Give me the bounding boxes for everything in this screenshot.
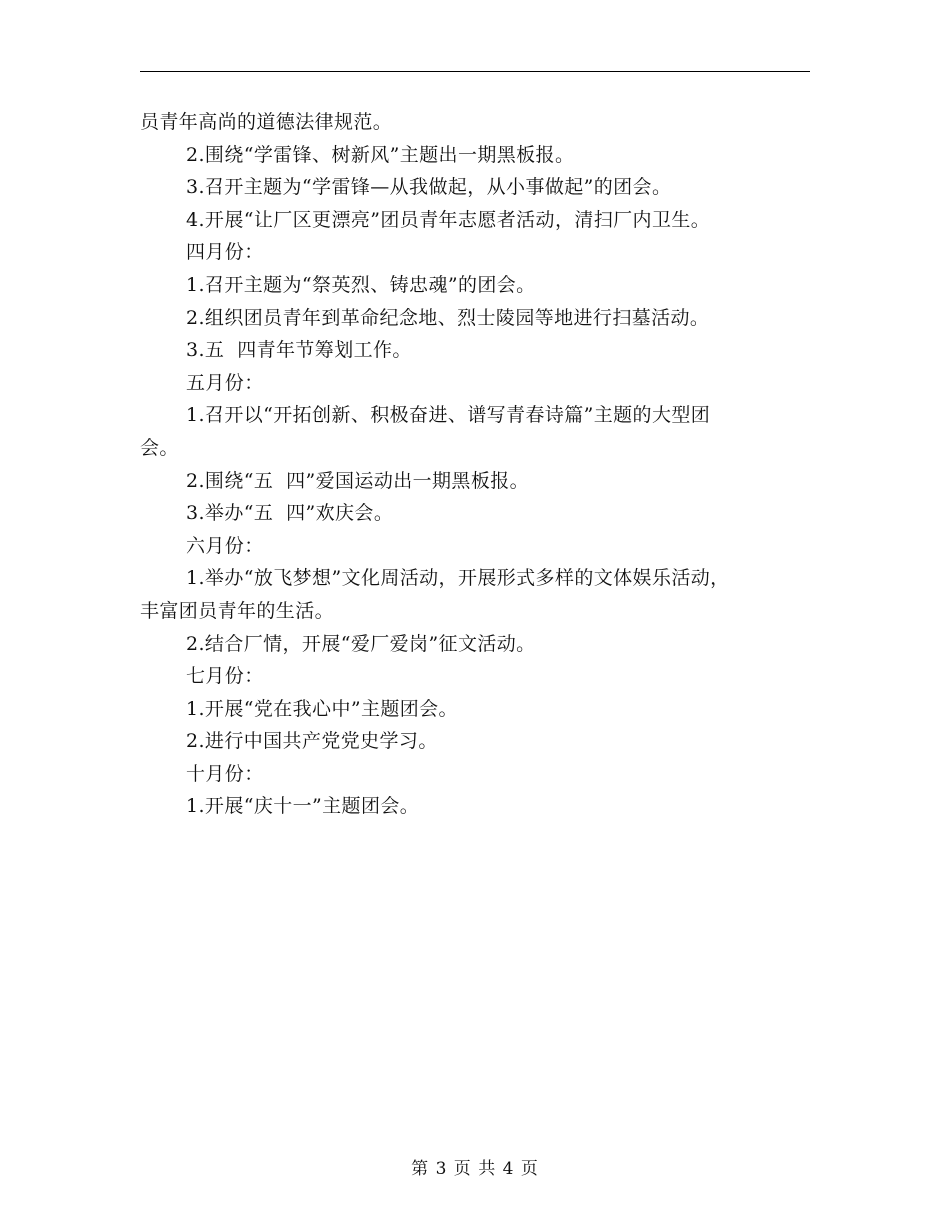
section-heading-july: 七月份：: [186, 665, 264, 688]
paragraph-line: 4.开展“让厂区更漂亮”团员青年志愿者活动，清扫厂内卫生。: [186, 208, 711, 231]
section-heading-june: 六月份：: [186, 534, 264, 557]
paragraph-line: 1.召开以“开拓创新、积极奋进、谱写青春诗篇”主题的大型团: [186, 404, 711, 427]
section-heading-october: 十月份：: [186, 762, 264, 785]
paragraph-line: 3.召开主题为“学雷锋—从我做起，从小事做起”的团会。: [186, 176, 672, 199]
paragraph-line: 1.召开主题为“祭英烈、铸忠魂”的团会。: [186, 273, 536, 296]
section-heading-april: 四月份：: [186, 241, 264, 264]
paragraph-line: 3.举办“五 四”欢庆会。: [186, 502, 394, 525]
paragraph-line: 2.进行中国共产党党史学习。: [186, 730, 438, 753]
paragraph-line: 3.五 四青年节筹划工作。: [186, 339, 412, 362]
document-body: [140, 106, 810, 823]
section-heading-may: 五月份：: [186, 371, 264, 394]
paragraph-line: 丰富团员青年的生活。: [140, 599, 335, 622]
paragraph-line: 2.围绕“学雷锋、树新风”主题出一期黑板报。: [186, 143, 575, 166]
paragraph-line: 会。: [140, 436, 179, 459]
paragraph-line: 2.组织团员青年到革命纪念地、烈士陵园等地进行扫墓活动。: [186, 306, 710, 329]
paragraph-line: 2.结合厂情，开展“爱厂爱岗”征文活动。: [186, 632, 536, 655]
page-number-footer: 第 3 页 共 4 页: [411, 1159, 539, 1179]
paragraph-line: 1.开展“庆十一”主题团会。: [186, 795, 420, 818]
paragraph-line: 1.举办“放飞梦想”文化周活动，开展形式多样的文体娱乐活动，: [186, 567, 730, 590]
header-rule: [140, 71, 810, 72]
paragraph-line: 2.围绕“五 四”爱国运动出一期黑板报。: [186, 469, 530, 492]
paragraph-line: 1.开展“党在我心中”主题团会。: [186, 697, 458, 720]
paragraph-line: 员青年高尚的道德法律规范。: [140, 111, 393, 133]
